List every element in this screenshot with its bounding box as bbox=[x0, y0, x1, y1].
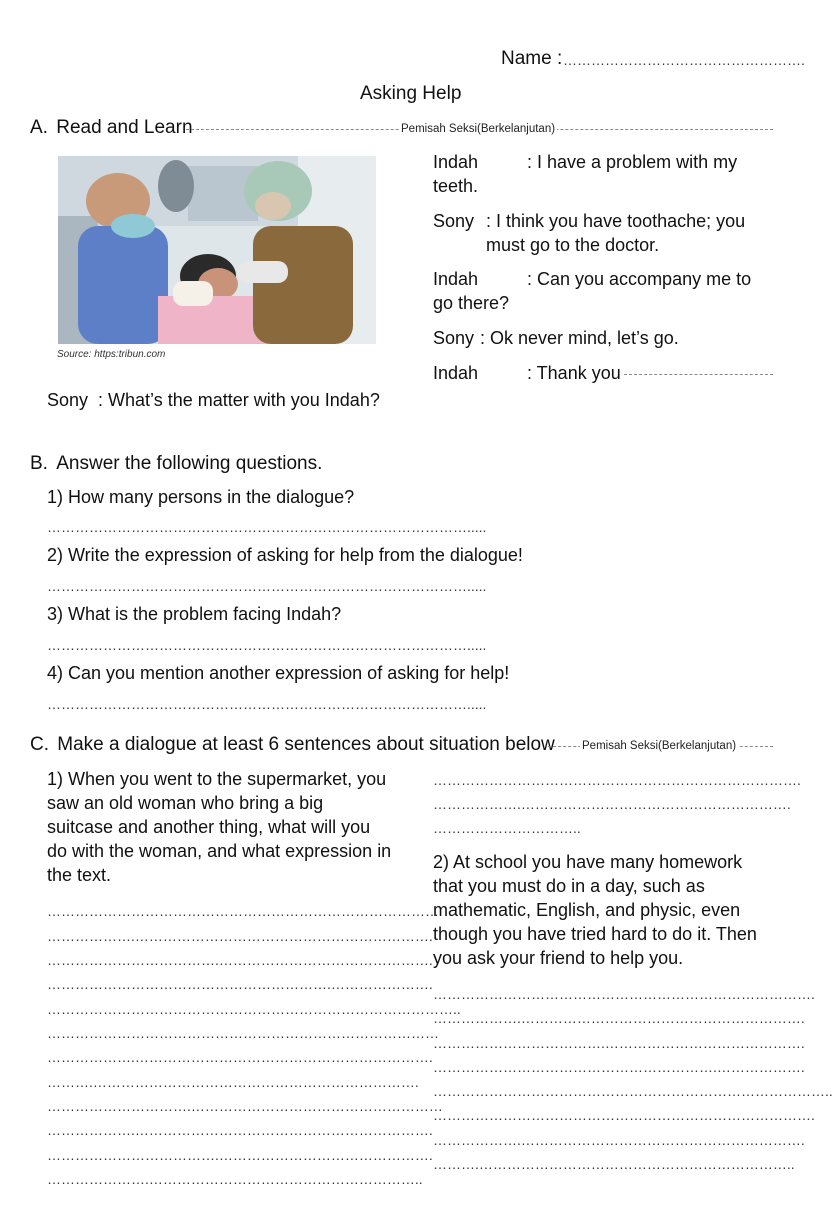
right-answer-line[interactable]: ……………………………………………………………………. bbox=[433, 772, 801, 788]
answer-line[interactable]: ………………………………………………………………………………..... bbox=[47, 637, 487, 653]
right-answer-line[interactable]: ……………….……………………………………………………. bbox=[433, 1132, 805, 1148]
dialogue-speaker: Sony bbox=[433, 328, 475, 348]
section-c-letter: C. bbox=[30, 734, 49, 755]
question: 2) Write the expression of asking for help from the dialogue! bbox=[47, 545, 523, 565]
left-answer-line[interactable]: …………………………………………………….…………………. bbox=[47, 976, 433, 992]
dentist-photo bbox=[58, 156, 376, 344]
left-answer-line[interactable]: ………………………….……………………………………………… bbox=[47, 1098, 443, 1114]
situation-1: 1) When you went to the supermarket, you saw an old woman who bring a big suitcase and another thing, what will you do with the woman, and what expression in the text. bbox=[47, 769, 392, 885]
page-title: Asking Help bbox=[360, 83, 462, 104]
right-answer-line[interactable]: ……….………………………………………………………….. bbox=[433, 1156, 795, 1172]
left-answer-line[interactable]: ……….……………………………………………………………. bbox=[47, 1074, 419, 1090]
right-answer-line[interactable]: …………………………………………………….………………. bbox=[433, 1059, 805, 1075]
dialogue-line: : Ok never mind, let’s go. bbox=[480, 328, 679, 348]
left-answer-line[interactable]: ………………………………………………………………………… bbox=[47, 903, 439, 919]
dialogue-line-cont: go there? bbox=[433, 293, 510, 313]
dialogue-speaker: Indah bbox=[433, 269, 479, 289]
right-answer-line[interactable]: ………………………………………………………………………. bbox=[433, 1107, 815, 1123]
question: 3) What is the problem facing Indah? bbox=[47, 604, 342, 624]
section-b-title: Answer the following questions. bbox=[56, 453, 323, 474]
right-answer-line[interactable]: ………………………….. bbox=[433, 820, 581, 836]
section-c-separator-label: Pemisah Seksi(Berkelanjutan) bbox=[582, 740, 737, 752]
section-c-title: Make a dialogue at least 6 sentences about situation below bbox=[57, 734, 555, 755]
left-answer-line[interactable]: ………………………………………………………………………… bbox=[47, 1025, 439, 1041]
right-answer-line[interactable]: ……………….……………………………………………………. bbox=[433, 1010, 805, 1026]
left-answer-line[interactable]: …………………………………………………………………………….. bbox=[47, 1001, 461, 1017]
question: 4) Can you mention another expression of asking for help! bbox=[47, 663, 510, 683]
section-c-heading bbox=[30, 734, 555, 756]
name-label: Name : bbox=[501, 48, 563, 69]
dialogue-line-cont: teeth. bbox=[433, 176, 479, 196]
section-a-separator-label: Pemisah Seksi(Berkelanjutan) bbox=[401, 123, 556, 135]
left-answer-line[interactable]: ……………….………………………………………………………. bbox=[47, 928, 433, 944]
section-a-title: Read and Learn bbox=[56, 117, 193, 138]
dialogue-speaker: Sony bbox=[433, 211, 475, 231]
dialogue-speaker: Indah bbox=[433, 152, 479, 172]
dialogue-line-cont: must go to the doctor. bbox=[486, 235, 660, 255]
sony-question: Sony : What’s the matter with you Indah? bbox=[47, 390, 380, 410]
answer-line[interactable]: ………………………………………………………………………………..... bbox=[47, 578, 487, 594]
dialogue-line: : I think you have toothache; you bbox=[486, 211, 746, 231]
answer-line[interactable]: ………………………………………………………………………………..... bbox=[47, 519, 487, 535]
dialogue-dash-line bbox=[624, 374, 773, 375]
section-a-heading bbox=[30, 117, 193, 139]
left-answer-line[interactable]: ………………….………………………………………………….. bbox=[47, 1171, 423, 1187]
left-answer-line[interactable]: ……………….………………………………………………………. bbox=[47, 1122, 433, 1138]
dialogue-speaker: Indah bbox=[433, 363, 479, 383]
question: 1) How many persons in the dialogue? bbox=[47, 487, 355, 507]
section-a-letter: A. bbox=[30, 117, 48, 138]
name-field[interactable]: ……………………………………………. bbox=[563, 52, 805, 68]
right-answer-line[interactable]: ……………….…………………………………………………. bbox=[433, 796, 791, 812]
left-answer-line[interactable]: ……………….………………………………………………………. bbox=[47, 1049, 433, 1065]
right-answer-line[interactable]: ………………………………………………………………………. bbox=[433, 986, 815, 1002]
dialogue-line: : Thank you bbox=[527, 363, 621, 383]
left-answer-line[interactable]: ……………………………….………………………………………. bbox=[47, 1147, 433, 1163]
dialogue-line: : Can you accompany me to bbox=[527, 269, 752, 289]
section-b-heading bbox=[30, 453, 322, 475]
answer-line[interactable]: ………………………………………………………………………………..... bbox=[47, 696, 487, 712]
right-answer-line[interactable]: ……………………………….……………………………………. bbox=[433, 1035, 805, 1051]
dialogue-line: : I have a problem with my bbox=[527, 152, 738, 172]
image-caption: Source: https:tribun.com bbox=[57, 349, 166, 360]
right-answer-line[interactable]: ………………………………………………………………………….. bbox=[433, 1083, 833, 1099]
left-answer-line[interactable]: ……………………………….………………………………………. bbox=[47, 952, 433, 968]
situation-2: 2) At school you have many homework that you must do in a day, such as mathematic, English, and physic, even though you have tried hard to do it. Then you ask your friend to help you. bbox=[433, 852, 757, 968]
section-b-letter: B. bbox=[30, 453, 48, 474]
